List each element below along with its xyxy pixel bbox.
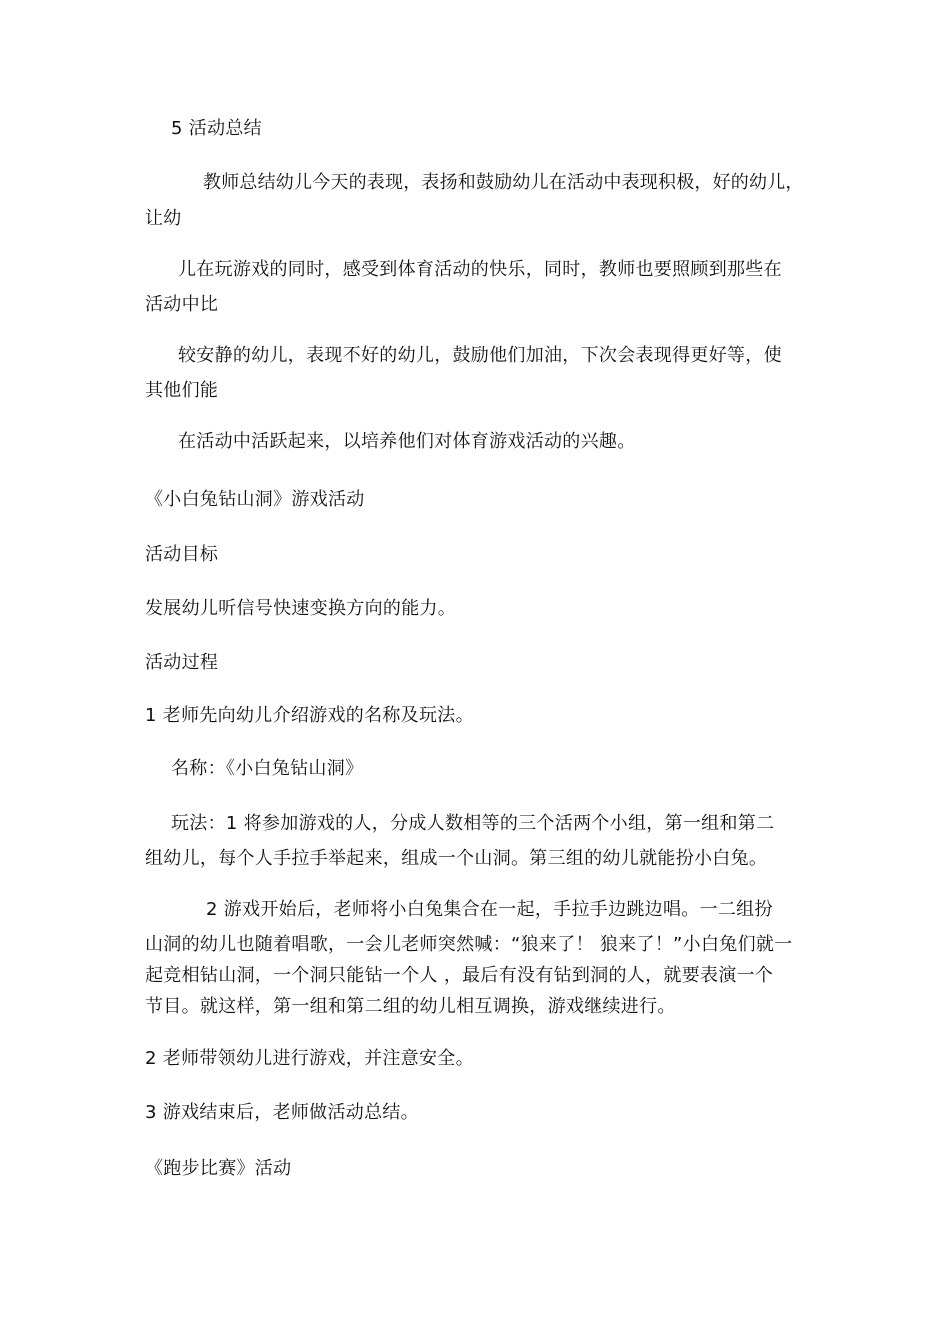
- step-item: 2 老师带领幼儿进行游戏，并注意安全。: [145, 1048, 474, 1069]
- step-item: 3 游戏结束后，老师做活动总结。: [145, 1102, 419, 1123]
- paragraph-line: 让幼: [145, 208, 182, 229]
- paragraph-line: 起竞相钻山洞，一个洞只能钻一个人 ，最后有没有钻到洞的人，就要表演一个: [145, 965, 774, 986]
- activity-title: 《跑步比赛》活动: [145, 1158, 292, 1179]
- section-heading-summary: 5 活动总结: [171, 118, 262, 139]
- section-heading-process: 活动过程: [145, 652, 219, 673]
- section-heading-goal: 活动目标: [145, 544, 219, 565]
- activity-title: 《小白兔钻山洞》游戏活动: [145, 489, 365, 510]
- paragraph-line: 山洞的幼儿也随着唱歌，一会儿老师突然喊：“狼来了！ 狼来了！”小白兔们就一: [145, 934, 793, 955]
- paragraph-line: 教师总结幼儿今天的表现，表扬和鼓励幼儿在活动中表现积极，好的幼儿，: [203, 172, 804, 193]
- paragraph-line: 较安静的幼儿，表现不好的幼儿，鼓励他们加油，下次会表现得更好等，使: [178, 345, 782, 366]
- paragraph-line: 节目。就这样，第一组和第二组的幼儿相互调换，游戏继续进行。: [145, 996, 676, 1017]
- paragraph-line: 活动中比: [145, 294, 219, 315]
- paragraph-line: 在活动中活跃起来，以培养他们对体育游戏活动的兴趣。: [178, 431, 636, 452]
- step-item: 1 老师先向幼儿介绍游戏的名称及玩法。: [145, 705, 474, 726]
- paragraph-line: 2 游戏开始后，老师将小白兔集合在一起，手拉手边跳边唱。一二组扮: [206, 899, 773, 920]
- game-name: 名称：《小白兔钻山洞》: [171, 758, 364, 779]
- paragraph-line: 儿在玩游戏的同时，感受到体育活动的快乐，同时，教师也要照顾到那些在: [178, 259, 782, 280]
- paragraph-line: 组幼儿，每个人手拉手举起来，组成一个山洞。第三组的幼儿就能扮小白兔。: [145, 848, 768, 869]
- paragraph-line: 玩法：1 将参加游戏的人，分成人数相等的三个活两个小组，第一组和第二: [171, 813, 775, 834]
- paragraph-line: 其他们能: [145, 380, 219, 401]
- paragraph-line: 发展幼儿听信号快速变换方向的能力。: [145, 598, 457, 619]
